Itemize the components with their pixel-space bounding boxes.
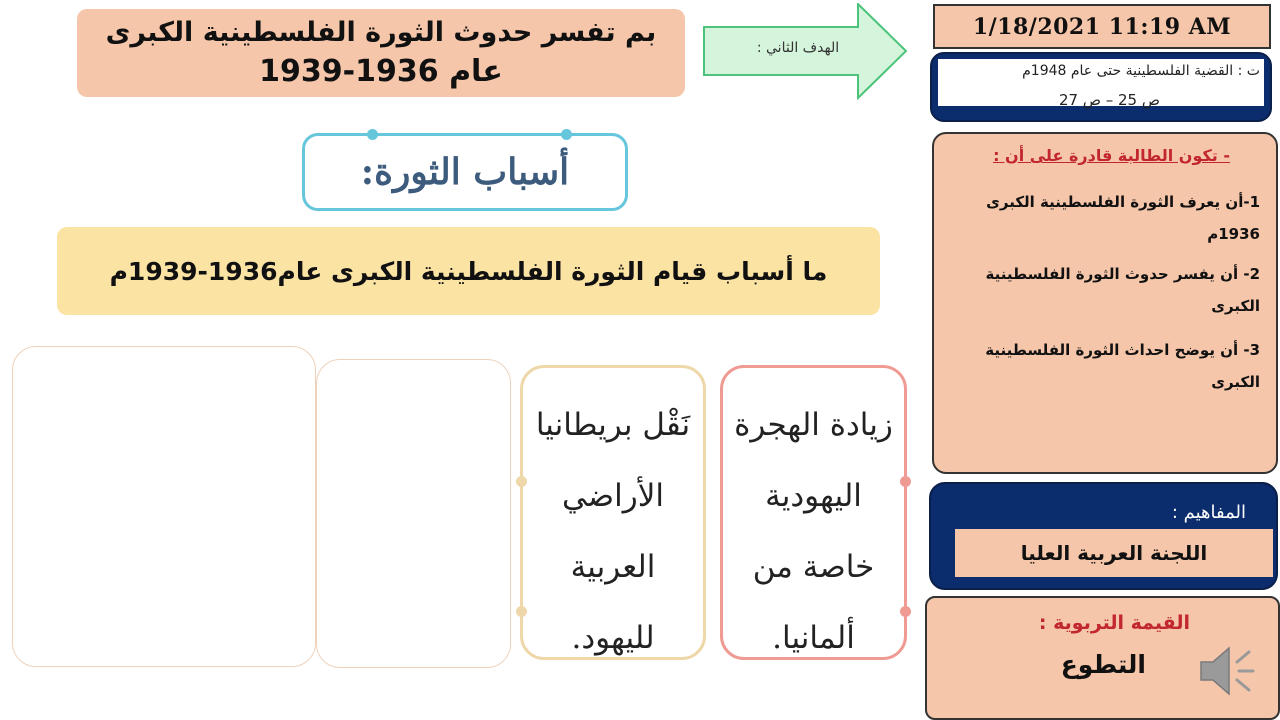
speaker-icon[interactable] (1197, 638, 1255, 704)
decor-dot (367, 129, 378, 140)
objective-item: 1-أن يعرف الثورة الفلسطينية الكبرى 1936م (986, 193, 1260, 243)
cause-card-empty (12, 346, 316, 667)
concepts-label: المفاهيم : (1171, 502, 1246, 523)
objective-item: 2- أن يفسر حدوث الثورة الفلسطينية الكبرى (985, 265, 1260, 315)
datetime-box (933, 4, 1271, 49)
causes-heading-box (302, 133, 628, 211)
goal-label: الهدف الثاني : (756, 40, 840, 56)
cause-card-immigration (720, 365, 907, 660)
decor-dot (561, 129, 572, 140)
objectives-box (932, 132, 1278, 474)
lesson-title-box (77, 9, 685, 97)
objectives-header: - تكون الطالبة قادرة على أن : (993, 146, 1230, 165)
cause-line: نَقْل بريطانيا (535, 407, 691, 443)
concepts-box (929, 482, 1278, 590)
objective-item: 3- أن يوضح احداث الثورة الفلسطينية الكبرى (985, 341, 1260, 391)
cause-card-empty (316, 359, 511, 668)
cause-line: اليهودية (765, 478, 862, 514)
datetime: 1/18/2021 11:19 AM (972, 13, 1232, 40)
title-line-1: بم تفسر حدوث الثورة الفلسطينية الكبرى (105, 17, 657, 48)
lesson-pages: ص 25 – ص 27 (1058, 91, 1160, 109)
question-bar (57, 227, 880, 315)
cause-text (523, 390, 703, 674)
lesson-topic-box (930, 52, 1272, 122)
lesson-topic-inner (938, 59, 1264, 109)
cause-card-land-transfer (520, 365, 706, 660)
concepts-value: اللجنة العربية العليا (1020, 541, 1208, 565)
question-text: ما أسباب قيام الثورة الفلسطينية الكبرى عام1936-1939م (109, 256, 828, 286)
cause-text (723, 390, 904, 674)
concepts-value-box (955, 529, 1273, 577)
value-text: التطوع (1060, 650, 1146, 679)
cause-line: العربية (570, 549, 656, 585)
causes-heading: أسباب الثورة: (360, 151, 570, 193)
cause-line: لليهود. (571, 620, 655, 656)
cause-line: زيادة الهجرة (734, 407, 893, 443)
educational-value-box (925, 596, 1280, 720)
lesson-topic: ت : القضية الفلسطينية حتى عام 1948م (1022, 63, 1260, 79)
value-label: القيمة التربوية : (1038, 612, 1190, 634)
cause-line: الأراضي (561, 478, 665, 514)
title-line-2: عام 1936-1939 (259, 54, 503, 89)
cause-line: خاصة من (752, 549, 875, 585)
cause-line: ألمانيا. (772, 620, 855, 656)
